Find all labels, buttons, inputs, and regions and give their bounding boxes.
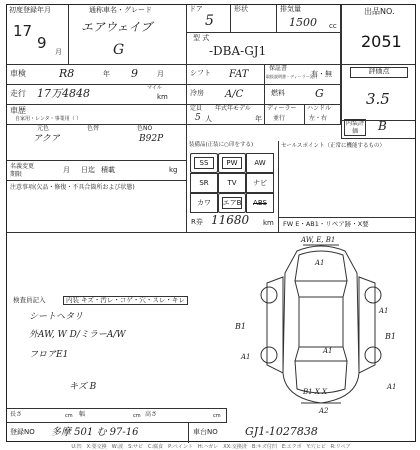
equipment-item: ナビ [246,173,274,193]
doors-value: 5 [205,13,214,29]
warranty-value: 有・無 [311,70,332,78]
color-change-label: 色替 [87,125,100,132]
height-label: 高さ [145,411,158,418]
car-grade: G [113,42,125,58]
reg-value: 多摩 501 む 97-16 [51,427,139,438]
shape-cell [231,5,277,33]
length-cm: cm [65,413,73,419]
equipment-grid [190,153,274,213]
fw-line-cell [279,217,415,233]
interior-value: B [378,119,387,133]
capacity-unit: 人 [205,115,212,123]
height-cm: cm [213,413,221,419]
model-label: 型 式 [193,34,210,42]
equipment-item: エアB [218,193,246,213]
ac-label: 冷房 [190,89,204,97]
capacity-value: 5 [195,113,201,123]
reg-label: 登録NO [10,428,35,436]
inspector-cell [7,233,227,409]
warranty-cell [265,65,341,85]
model-cell [187,33,341,65]
warranty-label: 保証書 [269,65,288,72]
dealer-cell [265,105,305,125]
shaken-year-label: 年 [103,70,110,78]
displacement-label: 排気量 [280,5,301,13]
ac-value: A/C [225,89,244,100]
km-unit: km [157,93,168,101]
history-cell [7,105,187,125]
color-no: B92P [139,134,164,144]
handle-label: ハンドル [307,105,332,112]
inspector-note-3: フロアE1 [29,350,69,360]
interior-cell [341,117,415,139]
displacement-cell [277,5,341,33]
shaken-month-label: 月 [157,70,164,78]
r-ticket-unit: km [263,219,274,227]
loading-label: 積載 [101,166,115,174]
car-damage-diagram [227,233,415,415]
mile-unit: マイル [147,85,162,91]
history-label: 車歴 [10,106,26,115]
reg-cell [7,423,189,443]
car-rear-window [295,347,347,361]
lot-cell [341,5,415,65]
length-label: 長さ [10,411,23,418]
color-no-label: 色NO [137,125,153,132]
equipment-item: PW [218,153,246,173]
interior-label: 内装評価 [345,120,364,135]
first-reg-label: 初度登録年月 [9,6,51,14]
selling-points-cell [279,139,415,217]
equipment-label: 装備品(正装に○印をする) [189,142,254,148]
ac-cell [187,85,265,105]
inspector-note-1: シートヘタリ [29,312,84,322]
auction-sheet [6,4,416,442]
car-name: エアウェイブ [81,20,153,34]
car-windshield [295,281,347,297]
dims-cell [7,409,227,423]
inspector-label: 検査員記入 [13,296,46,304]
cc-unit: cc [329,22,337,30]
history-options: 自家用・レンタ・事業用（ ） [15,116,82,122]
car-name-cell [69,5,187,65]
fuel-cell [265,85,341,105]
dealer-value: 並行 [273,115,286,122]
equipment-item: TV [218,173,246,193]
chassis-label: 車台NO [193,428,218,436]
name-change-cell [7,161,187,181]
score-value: 3.5 [366,90,390,108]
chassis-cell [189,423,415,443]
equipment-cell [187,141,279,233]
car-name-label: 通称車名・グレード [89,6,152,14]
doors-label: ドア [189,5,203,13]
diag-b1-right: B1 [385,332,396,341]
name-change-label: 名義変更期限 [10,163,35,178]
fuel-value: G [315,87,324,100]
kg-unit: kg [169,166,178,174]
r-ticket-value: 11680 [211,213,250,227]
score-label: 評価点 [368,67,390,75]
interior-label-box [344,119,366,136]
equipment-item: SS [190,153,218,173]
mileage-label: 走行 [10,89,26,98]
car-roof [299,297,343,347]
r-ticket-label: R券 [191,218,203,226]
inspector-checks: 内装 キズ・汚レ・コゲ・穴・スレ・キレ [63,296,188,305]
diag-b1xx-bottom: B1 X X [303,388,328,396]
handle-cell [305,105,341,125]
year-model-label: 年式年モデル [215,105,251,112]
width-label: 幅 [79,411,86,418]
legend-footer: U:凹 X:要交換 W:波 S:サビ C:腐食 P:ペイント H:ハガレ XX:交換済 B:キズ付凹 E:エクボ Y:穴ヒビ R:リペア [71,444,351,450]
right-side-panel [359,277,375,373]
shift-cell [187,65,265,85]
diag-a1-mid: A1 [323,347,333,355]
equipment-item: ABS [246,193,274,213]
shift-label: シフト [190,69,211,77]
shape-label: 形状 [234,5,248,13]
diag-a2: A2 [319,407,329,415]
selling-points-label: セールスポイント（正常に機能するもの） [281,143,386,149]
mileage-value: 17万4848 [37,87,90,100]
fw-line: FW E・AB1・リペア跡・X要 [283,220,369,228]
first-reg-cell [7,5,69,65]
doors-cell [187,5,231,33]
equipment-item: SR [190,173,218,193]
first-reg-year: 17 [13,22,33,40]
diag-b1-left: B1 [235,322,246,331]
lot-label: 出品NO. [364,7,395,16]
left-side-panel [267,277,283,373]
mileage-cell [7,85,187,105]
fuel-label: 燃料 [271,89,285,97]
capacity-cell [187,105,265,125]
diag-a1-bottom-right: A1 [387,383,397,391]
model-code: -DBA-GJ1 [209,44,267,58]
shaken-cell [7,65,187,85]
first-reg-month-unit: 月 [55,48,62,56]
equipment-item: カワ [190,193,218,213]
orig-color-label: 元色 [37,125,50,132]
rear-left-wheel [261,347,277,363]
diag-top-label: AW, E, B1 [301,236,336,244]
front-right-wheel [365,287,381,303]
dealer-label: ディーラー [267,105,297,112]
shaken-value: R8 [59,67,75,80]
first-reg-month: 9 [37,34,47,52]
inspector-note-2: 外AW, W D/ミラーA/W [29,330,126,340]
inspector-note-4: キズ B [69,382,97,392]
attention-cell [7,181,187,233]
nc-month-label: 月 [63,166,70,174]
car-body-outline [283,246,359,403]
diag-a1-right: A1 [379,307,389,315]
diag-a1-top: A1 [315,259,325,267]
score-label-box [350,67,408,78]
lot-number: 2051 [361,32,402,51]
shaken-label: 車検 [10,69,26,78]
shift-value: FAT [229,69,249,80]
rear-right-wheel [365,347,381,363]
score-cell [341,65,415,121]
chassis-value: GJ1-1027838 [245,425,318,438]
warranty-sub: 取扱説明書・ディーラー発行 [266,74,318,79]
width-cm: cm [133,413,141,419]
front-left-wheel [261,287,277,303]
color-cell [7,125,187,161]
year-unit: 年 [255,115,262,123]
displacement-value: 1500 [289,16,317,29]
diag-a1-left: A1 [241,353,251,361]
handle-value: 左・右 [309,115,328,122]
capacity-label: 定員 [190,105,203,112]
equipment-item: AW [246,153,274,173]
attention-label: 注意事項(欠品・修復・不具合箇所および状態) [10,184,135,191]
orig-color: アクア [33,134,60,144]
nc-day-label: 日迄 [81,166,95,174]
shaken-month: 9 [131,67,138,80]
